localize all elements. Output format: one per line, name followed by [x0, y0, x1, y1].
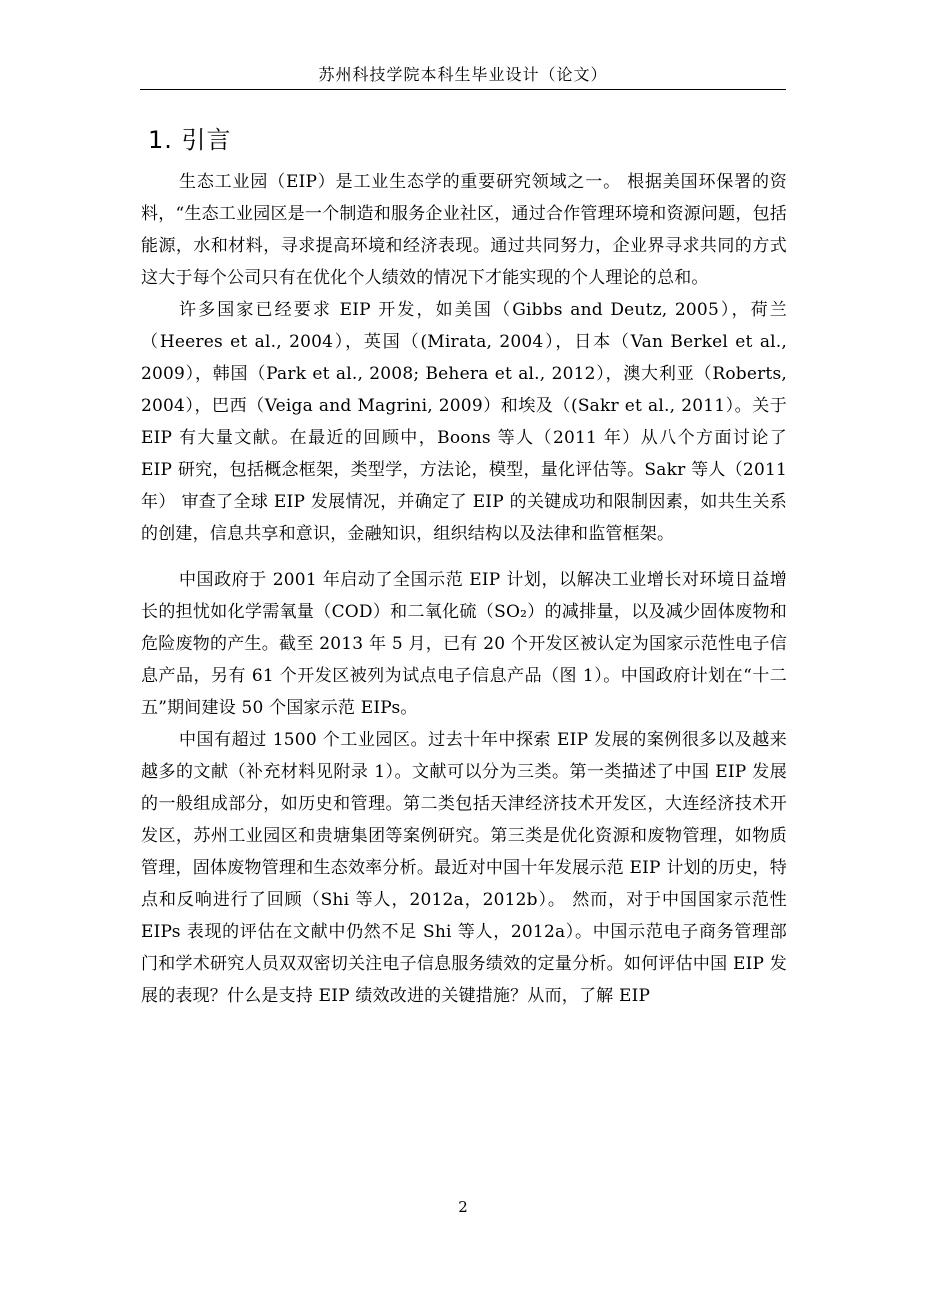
paragraph-international-eip: 许多国家已经要求 EIP 开发，如美国（Gibbs and Deutz, 2005），荷兰（Heeres et al., 2004），英国（(Mirata, 2004），日本（Van Berkel et al., 2009），韩国（Park et al., 2008; Behera et al., 2012），澳大利亚（Roberts, 2004），巴西（Veiga and Magrini, 2009）和埃及（(Sakr et al., 2011）。关于 EIP 有大量文献。在最近的回顾中，Boons 等人（2011 年）从八个方面讨论了 EIP 研究，包括概念框架，类型学，方法论，模型，量化评估等。Sakr 等人（2011 年） 审查了全球 EIP 发展情况，并确定了 EIP 的关键成功和限制因素，如共生关系的创建，信息共享和意识，金融知识，组织结构以及法律和监管框架。 — [141, 300, 787, 544]
body-text — [141, 166, 787, 1012]
paragraph-eip-definition: 生态工业园（EIP）是工业生态学的重要研究领域之一。 根据美国环保署的资料，“生态工业园区是一个制造和服务企业社区，通过合作管理环境和资源问题，包括能源，水和材料，寻求提高环境和经济表现。通过共同努力，企业界寻求共同的方式这大于每个公司只有在优化个人绩效的情况下才能实现的个人理论的总和。 — [141, 172, 787, 288]
paragraph-china-literature: 中国有超过 1500 个工业园区。过去十年中探索 EIP 发展的案例很多以及越来越多的文献（补充材料见附录 1）。文献可以分为三类。第一类描述了中国 EIP 发展的一般组成部分，如历史和管理。第二类包括天津经济技术开发区，大连经济技术开发区，苏州工业园区和贵塘集团等案例研究。第三类是优化资源和废物管理，如物质管理，固体废物管理和生态效率分析。最近对中国十年发展示范 EIP 计划的历史，特点和反响进行了回顾（Shi 等人，2012a，2012b）。 然而，对于中国国家示范性 EIPs 表现的评估在文献中仍然不足 Shi 等人，2012a）。中国示范电子商务管理部门和学术研究人员双双密切关注电子信息服务绩效的定量分析。如何评估中国 EIP 发展的表现？什么是支持 EIP 绩效改进的关键措施？从而，了解 EIP — [141, 730, 787, 1006]
header-rule — [140, 89, 786, 90]
page-header: 苏州科技学院本科生毕业设计（论文） — [318, 65, 608, 84]
paragraph-china-program: 中国政府于 2001 年启动了全国示范 EIP 计划，以解决工业增长对环境日益增长的担忧如化学需氧量（COD）和二氧化硫（SO₂）的减排量，以及减少固体废物和危险废物的产生。截至 2013 年 5 月，已有 20 个开发区被认定为国家示范性电子信息产品，另有 61 个开发区被列为试点电子信息产品（图 1）。中国政府计划在“十二五”期间建设 50 个国家示范 EIPs。 — [141, 570, 787, 718]
section-title: 1. 引言 — [148, 126, 232, 154]
page-number: 2 — [458, 1198, 468, 1216]
